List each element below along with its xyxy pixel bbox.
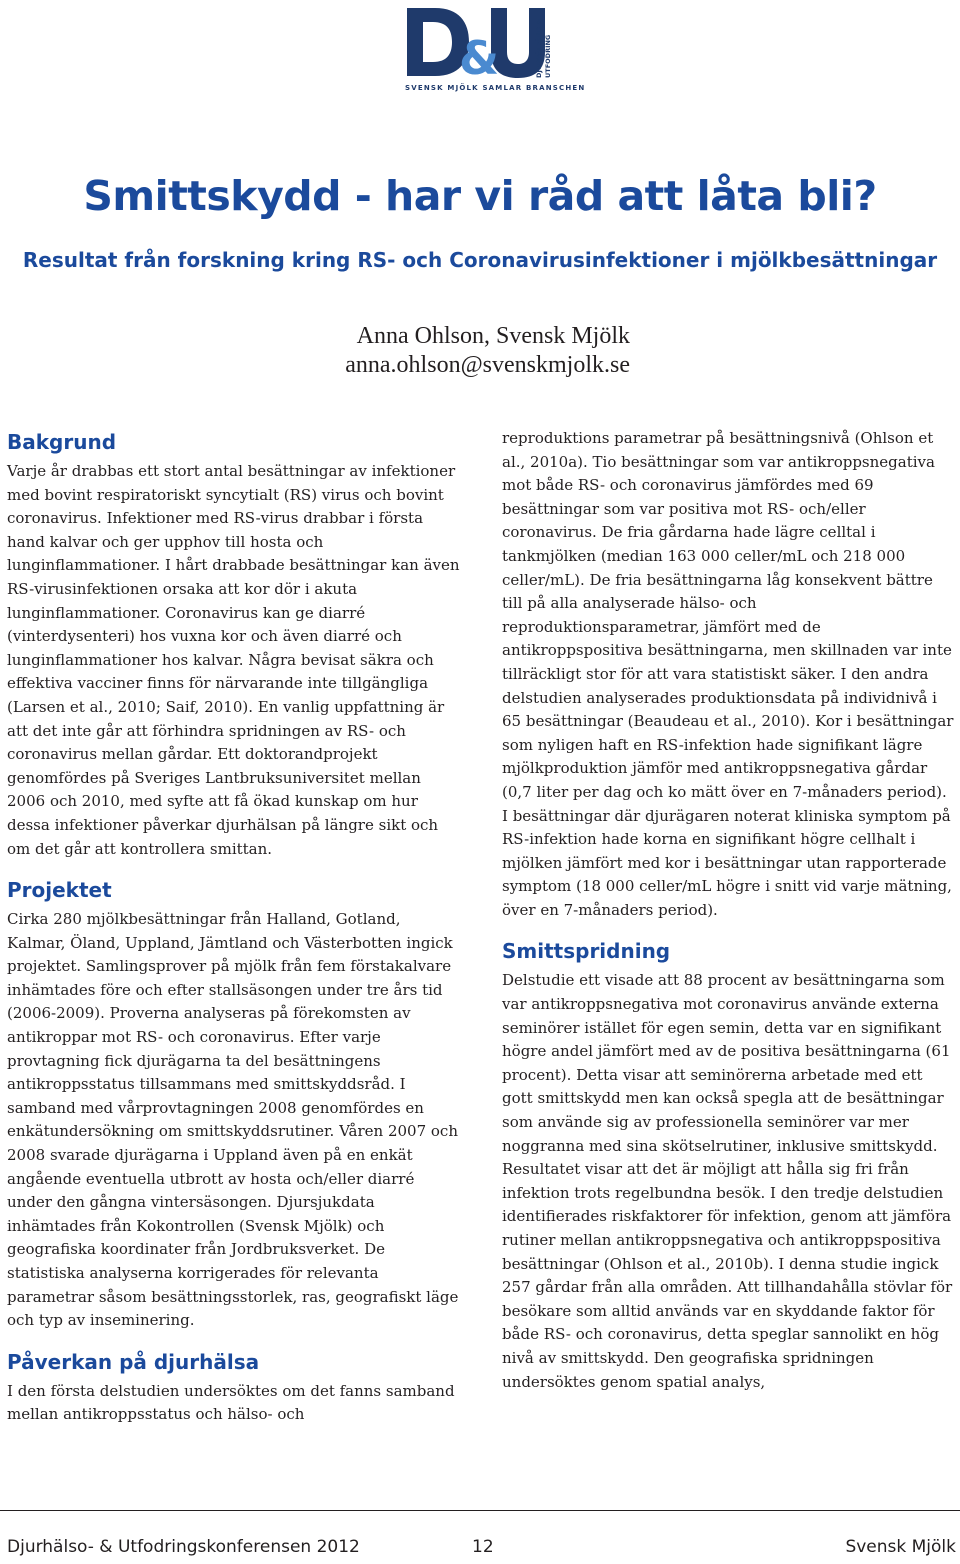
section-heading-bakgrund: Bakgrund xyxy=(7,430,117,454)
footer-conference: Djurhälso- & Utfodringskonferensen 2012 xyxy=(7,1537,360,1557)
logo-side-text xyxy=(535,8,561,78)
footer-page-number: 12 xyxy=(472,1537,494,1557)
logo-side-text-2: & UTFODRING xyxy=(535,19,552,78)
author-name: Anna Ohlson, Svensk Mjölk xyxy=(356,323,630,349)
section-text-bakgrund: Varje år drabbas ett stort antal besättningar av infektioner med bovint respiratoriskt syncytialt (RS) virus och bovint coronavirus. Infektioner med RS-virus drabbar i första hand kalvar och ger upphov till hosta och lunginflammationer. I hårt drabbade besättningar kan även RS-virusinfektionen orsaka att kor dör i akuta lunginflammationer. Coronavirus kan ge diarré (vinterdysenteri) hos vuxna kor och även diarré och lunginflammationer hos kalvar. Några bevisat säkra och effektiva vacciner finns för närvarande inte tillgängliga (Larsen et al., 2010; Saif, 2010). En vanlig uppfattning är att det inte går att förhindra spridningen av RS- och coronavirus mellan gårdar. Ett doktorandprojekt genomfördes på Sveriges Lantbruksuniversitet mellan 2006 och 2010, med syfte att få ökad kunskap om hur dessa infektioner påverkar djurhälsan på längre sikt och om det går att kontrollera smittan. xyxy=(7,462,460,858)
right-column xyxy=(502,427,954,1394)
section-text-paverkan-continued: reproduktions parametrar på besättningsnivå (Ohlson et al., 2010a). Tio besättningar som var antikroppsnegativa mot både RS- och coronavirus jämfördes med 69 besättningar som var positiva mot RS- och/eller coronavirus. De fria gårdarna hade lägre celltal i tankmjölken (median 163 000 celler/mL och 218 000 celler/mL). De fria besättningarna låg konsekvent bättre till på alla analyserade hälso- och reproduktionsparametrar, jämfört med de antikroppspositiva besättningarna, men skillnaden var inte tillräckligt stor för att vara statistiskt säker. I den andra delstudien analyserades produktionsdata på individnivå i 65 besättningar (Beaudeau et al., 2010). Kor i besättningar som nyligen haft en RS-infektion hade signifikant lägre mjölkproduktion jämför med antikroppsnegativa gårdar (0,7 liter per dag och ko mätt över en 7-månaders period). I besättningar där djurägaren noterat kliniska symptom på RS-infektion hade korna en signifikant högre cellhalt i mjölken jämfört med kor i besättningar utan rapporterade symptom (18 000 celler/mL högre i snitt vid varje mätning, över en 7-månaders period). xyxy=(502,429,954,919)
section-heading-paverkan: Påverkan på djurhälsa xyxy=(7,1349,260,1374)
author-email[interactable]: anna.ohlson@svenskmjolk.se xyxy=(345,352,630,378)
logo-side-text-1: DJURVÄLFÄRD xyxy=(535,27,543,78)
footer-divider xyxy=(0,1510,960,1511)
left-column xyxy=(7,427,462,1427)
section-heading-projektet: Projektet xyxy=(7,878,112,903)
section-heading-smittspridning: Smittspridning xyxy=(502,939,671,964)
du-logo xyxy=(405,4,560,96)
footer-organization: Svensk Mjölk xyxy=(845,1537,956,1557)
svg-text:&: & xyxy=(459,31,500,84)
page-title: Smittskydd - har vi råd att låta bli? xyxy=(83,172,877,220)
section-text-projektet: Cirka 280 mjölkbesättningar från Halland, Gotland, Kalmar, Öland, Uppland, Jämtland och Västerbotten ingick projektet. Samlingsprover på mjölk från fem förstakalvare inhämtades före och efter stallsäsongen under tre års tid (2006-2009). Proverna analyseras på förekomsten av antikroppar mot RS- och coronavirus. Efter varje provtagning fick djurägarna ta del besättningens antikroppsstatus tillsammans med smittskyddsråd. I samband med vårprovtagningen 2008 genomfördes en enkätundersökning om smittskyddsrutiner. Våren 2007 och 2008 svarade djurägarna i Uppland även på en enkät angående eventuella utbrott av hosta och/eller diarré under den gångna vintersäsongen. Djursjukdata inhämtades från Kokontrollen (Svensk Mjölk) och geografiska koordinater från Jordbruksverket. De statistiska analyserna korrigerades för relevanta parametrar såsom besättningsstorlek, ras, geografiskt läge och typ av inseminering. xyxy=(7,910,459,1330)
section-text-smittspridning: Delstudie ett visade att 88 procent av besättningarna som var antikroppsnegativa mot coronavirus använde externa seminörer istället för egen semin, detta var en signifikant högre andel jämfört med av de positiva besättningarna (61 procent). Detta visar att seminörerna arbetade med ett gott smittskydd men kan också spegla att de besättningar som använde sig av professionella seminörer var mer noggranna med sina skötselrutiner, inklusive smittskydd. Resultatet visar att det är möjligt att hålla sig fri från infektion trots regelbundna besök. I den tredje delstudien identifierades riskfaktorer för infektion, genom att jämföra rutiner mellan antikroppsnegativa och antikroppspositiva besättningar (Ohlson et al., 2010b). I denna studie ingick 257 gårdar från alla områden. Att tillhandahålla stövlar för besökare som alltid används var en skyddande faktor för både RS- och coronavirus, detta speglar sannolikt en hög nivå av smittskydd. Den geografiska spridningen undersöktes genom spatial analys, xyxy=(502,971,953,1391)
logo-tagline: SVENSK MJÖLK SAMLAR BRANSCHEN xyxy=(405,84,586,92)
page-subtitle: Resultat från forskning kring RS- och Coronavirusinfektioner i mjölkbesättningar xyxy=(22,248,938,272)
author-block xyxy=(345,322,630,380)
section-text-paverkan: I den första delstudien undersöktes om det fanns samband mellan antikroppsstatus och hälso- och xyxy=(7,1381,455,1424)
